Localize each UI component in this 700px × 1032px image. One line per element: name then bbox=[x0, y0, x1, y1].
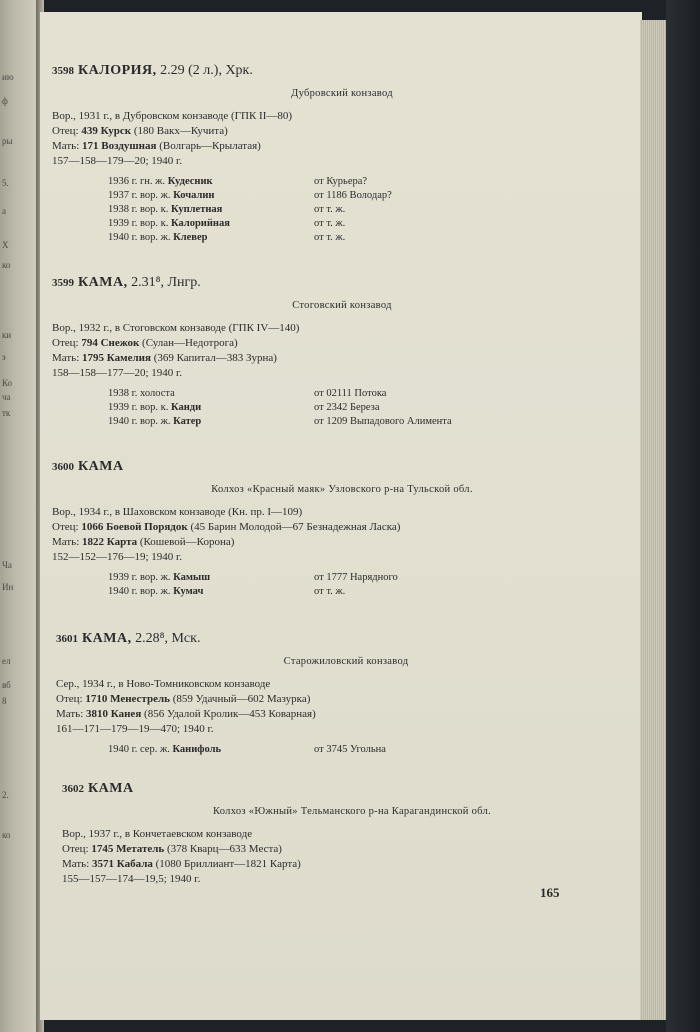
parent-pedigree: (856 Удалой Кролик—453 Коварная) bbox=[144, 708, 316, 720]
offspring-row bbox=[108, 231, 632, 245]
offspring-sire: от 1777 Нарядного bbox=[314, 572, 398, 583]
offspring-row bbox=[108, 175, 632, 189]
parent-name: 1795 Камелия bbox=[82, 352, 151, 364]
horse-name: КАМА, bbox=[78, 275, 128, 290]
sire-line bbox=[56, 692, 636, 707]
offspring-row bbox=[108, 743, 636, 757]
sire-line bbox=[62, 842, 642, 857]
left-page-edge bbox=[0, 0, 38, 1032]
horse-name: КАМА bbox=[88, 781, 134, 796]
farm-name: Колхоз «Красный маяк» Узловского р-на Тульской обл. bbox=[211, 484, 473, 495]
parent-name: 794 Снежок bbox=[81, 337, 140, 349]
sire-line bbox=[52, 336, 632, 351]
offspring-sire: от 1209 Выпадового Алимента bbox=[314, 416, 452, 427]
offspring-year: 1940 г. вор. ж. bbox=[108, 232, 171, 243]
offspring-name: Кочалин bbox=[173, 190, 215, 201]
pedigree-label: Отец: bbox=[52, 337, 79, 349]
offspring-sire: от т. ж. bbox=[314, 218, 346, 229]
left-page-fragment: 8 bbox=[2, 696, 7, 706]
parent-name: 1745 Метатель bbox=[91, 843, 165, 855]
pedigree-label: Отец: bbox=[52, 521, 79, 533]
horse-entry bbox=[50, 780, 642, 887]
left-page-fragment: ко bbox=[2, 260, 11, 270]
parent-name: 1710 Менестрель bbox=[85, 693, 170, 705]
offspring-row bbox=[108, 571, 632, 585]
entry-detail-line: 155—157—174—19,5; 1940 г. bbox=[62, 873, 201, 885]
horse-entry bbox=[50, 274, 632, 429]
offspring-list bbox=[56, 743, 636, 757]
parent-pedigree: (Кошевой—Корона) bbox=[139, 536, 235, 548]
parent-name: 171 Воздушная bbox=[82, 140, 157, 152]
entry-detail-line: 158—158—177—20; 1940 г. bbox=[52, 367, 183, 379]
offspring-sire: от 3745 Угольна bbox=[314, 744, 386, 755]
offspring-year: 1936 г. гн. ж. bbox=[108, 176, 166, 187]
parent-pedigree: (369 Капитал—383 Зурна) bbox=[153, 352, 277, 364]
entry-number: 3599 bbox=[52, 277, 74, 289]
parent-pedigree: (Волгарь—Крылатая) bbox=[159, 140, 261, 152]
parent-name: 3810 Канея bbox=[86, 708, 142, 720]
dam-line bbox=[52, 139, 632, 154]
entry-number: 3601 bbox=[56, 633, 78, 645]
entry-record: 2.28⁸, Мск. bbox=[135, 631, 201, 646]
horse-entry bbox=[50, 458, 632, 599]
sire-line bbox=[52, 520, 632, 535]
offspring-year: 1940 г. вор. ж. bbox=[108, 586, 171, 597]
entry-heading bbox=[62, 780, 642, 798]
offspring-year: 1939 г. вор. ж. bbox=[108, 572, 171, 583]
offspring-name: Канифоль bbox=[172, 744, 222, 755]
left-page-fragment: вб bbox=[2, 680, 11, 690]
left-page-fragment: з bbox=[2, 352, 6, 362]
pedigree-label: Мать: bbox=[56, 708, 84, 720]
left-page-fragment: ко bbox=[2, 830, 11, 840]
parent-pedigree: (45 Барин Молодой—67 Безнадежная Ласка) bbox=[190, 521, 401, 533]
horse-entry bbox=[50, 630, 636, 757]
entry-heading bbox=[52, 458, 632, 476]
offspring-name: Кудесник bbox=[167, 176, 213, 187]
offspring-name: Кумач bbox=[173, 586, 204, 597]
dam-line bbox=[56, 707, 636, 722]
parent-pedigree: (1080 Бриллиант—1821 Карта) bbox=[155, 858, 301, 870]
entry-record: 2.29 (2 л.), Хрк. bbox=[160, 63, 253, 78]
horse-entry bbox=[50, 62, 632, 245]
parent-name: 1822 Карта bbox=[82, 536, 138, 548]
dam-line bbox=[52, 535, 632, 550]
offspring-sire: от т. ж. bbox=[314, 586, 346, 597]
left-page-fragment: 2. bbox=[2, 790, 9, 800]
entry-detail-line: Вор., 1934 г., в Шаховском конзаводе (Кн. пр. I—109) bbox=[52, 506, 303, 518]
farm-name: Старожиловский конзавод bbox=[283, 656, 409, 667]
offspring-row bbox=[108, 203, 632, 217]
offspring-name: Калорийная bbox=[171, 218, 230, 229]
offspring-sire: от 02111 Потока bbox=[314, 388, 387, 399]
offspring-sire: от 1186 Володар? bbox=[314, 190, 392, 201]
offspring-name: Камыш bbox=[173, 572, 211, 583]
parent-name: 3571 Кабала bbox=[92, 858, 153, 870]
parent-name: 439 Курск bbox=[81, 125, 132, 137]
farm-name: Дубровский конзавод bbox=[291, 88, 393, 99]
offspring-list bbox=[52, 175, 632, 245]
entry-number: 3602 bbox=[62, 783, 84, 795]
entry-detail-line: 157—158—179—20; 1940 г. bbox=[52, 155, 183, 167]
left-page-fragment: ки bbox=[2, 330, 12, 340]
left-page-fragment: Ин bbox=[2, 582, 14, 592]
offspring-name: Катер bbox=[173, 416, 202, 427]
left-page-fragment: 5. bbox=[2, 178, 9, 188]
offspring-row bbox=[108, 415, 632, 429]
offspring-name: Куплетная bbox=[171, 204, 223, 215]
entry-detail-line: 152—152—176—19; 1940 г. bbox=[52, 551, 183, 563]
entry-heading bbox=[56, 630, 636, 648]
left-page-fragment: ел bbox=[2, 656, 11, 666]
left-page-fragment: ф bbox=[2, 96, 8, 106]
horse-name: КАМА, bbox=[82, 631, 132, 646]
offspring-year: 1939 г. вор. к. bbox=[108, 402, 169, 413]
offspring-row bbox=[108, 387, 632, 401]
left-page-fragment: ча bbox=[2, 392, 11, 402]
parent-pedigree: (378 Кварц—633 Места) bbox=[166, 843, 282, 855]
pedigree-label: Отец: bbox=[52, 125, 79, 137]
book-page bbox=[40, 12, 642, 1020]
pedigree-label: Отец: bbox=[62, 843, 89, 855]
offspring-list bbox=[52, 571, 632, 599]
pedigree-label: Мать: bbox=[52, 352, 80, 364]
farm-name: Стоговский конзавод bbox=[292, 300, 392, 311]
entry-number: 3598 bbox=[52, 65, 74, 77]
parent-name: 1066 Боевой Порядок bbox=[81, 521, 188, 533]
offspring-name: Канди bbox=[171, 402, 202, 413]
left-page-fragment: Ча bbox=[2, 560, 12, 570]
entry-heading bbox=[52, 274, 632, 292]
horse-name: КАМА bbox=[78, 459, 124, 474]
entry-detail-line: Вор., 1937 г., в Кончетаевском конзаводе bbox=[62, 828, 253, 840]
offspring-row bbox=[108, 189, 632, 203]
offspring-name: Клевер bbox=[173, 232, 208, 243]
offspring-row bbox=[108, 217, 632, 231]
pedigree-label: Мать: bbox=[52, 140, 80, 152]
offspring-sire: от т. ж. bbox=[314, 232, 346, 243]
left-page-fragment: тк bbox=[2, 408, 11, 418]
entry-detail-line: Сер., 1934 г., в Ново-Томниковском конзаводе bbox=[56, 678, 271, 690]
page-edges bbox=[640, 20, 666, 1020]
dam-line bbox=[62, 857, 642, 872]
entry-detail-line: 161—171—179—19—470; 1940 г. bbox=[56, 723, 214, 735]
offspring-year: 1940 г. сер. ж. bbox=[108, 744, 170, 755]
offspring-year: 1939 г. вор. к. bbox=[108, 218, 169, 229]
entry-detail-line: Вор., 1931 г., в Дубровском конзаводе (ГПК II—80) bbox=[52, 110, 293, 122]
pedigree-label: Отец: bbox=[56, 693, 83, 705]
offspring-year: 1938 г. холоста bbox=[108, 388, 175, 399]
pedigree-label: Мать: bbox=[52, 536, 80, 548]
offspring-sire: от 2342 Береза bbox=[314, 402, 380, 413]
parent-pedigree: (Сулан—Недотрога) bbox=[142, 337, 238, 349]
offspring-row bbox=[108, 585, 632, 599]
book-cover bbox=[666, 0, 700, 1032]
offspring-year: 1938 г. вор. к. bbox=[108, 204, 169, 215]
left-page-fragment: Ко bbox=[2, 378, 13, 388]
offspring-row bbox=[108, 401, 632, 415]
parent-pedigree: (180 Вакх—Кучита) bbox=[133, 125, 228, 137]
offspring-sire: от т. ж. bbox=[314, 204, 346, 215]
offspring-sire: от Курьера? bbox=[314, 176, 368, 187]
pedigree-label: Мать: bbox=[62, 858, 90, 870]
left-page-fragment: а bbox=[2, 206, 6, 216]
left-page-fragment: Х bbox=[2, 240, 9, 250]
offspring-year: 1937 г. вор. ж. bbox=[108, 190, 171, 201]
entry-record: 2.31⁸, Лнгр. bbox=[131, 275, 201, 290]
left-page-fragment: ию bbox=[2, 72, 14, 82]
parent-pedigree: (859 Удачный—602 Мазурка) bbox=[172, 693, 311, 705]
dam-line bbox=[52, 351, 632, 366]
entry-number: 3600 bbox=[52, 461, 74, 473]
left-page-fragment: ры bbox=[2, 136, 13, 146]
page-number: 165 bbox=[540, 885, 560, 900]
horse-name: КАЛОРИЯ, bbox=[78, 63, 157, 78]
offspring-list bbox=[52, 387, 632, 429]
farm-name: Колхоз «Южный» Тельманского р-на Карагандинской обл. bbox=[212, 806, 492, 817]
sire-line bbox=[52, 124, 632, 139]
offspring-year: 1940 г. вор. ж. bbox=[108, 416, 171, 427]
entry-heading bbox=[52, 62, 632, 80]
entry-detail-line: Вор., 1932 г., в Стоговском конзаводе (ГПК IV—140) bbox=[52, 322, 300, 334]
